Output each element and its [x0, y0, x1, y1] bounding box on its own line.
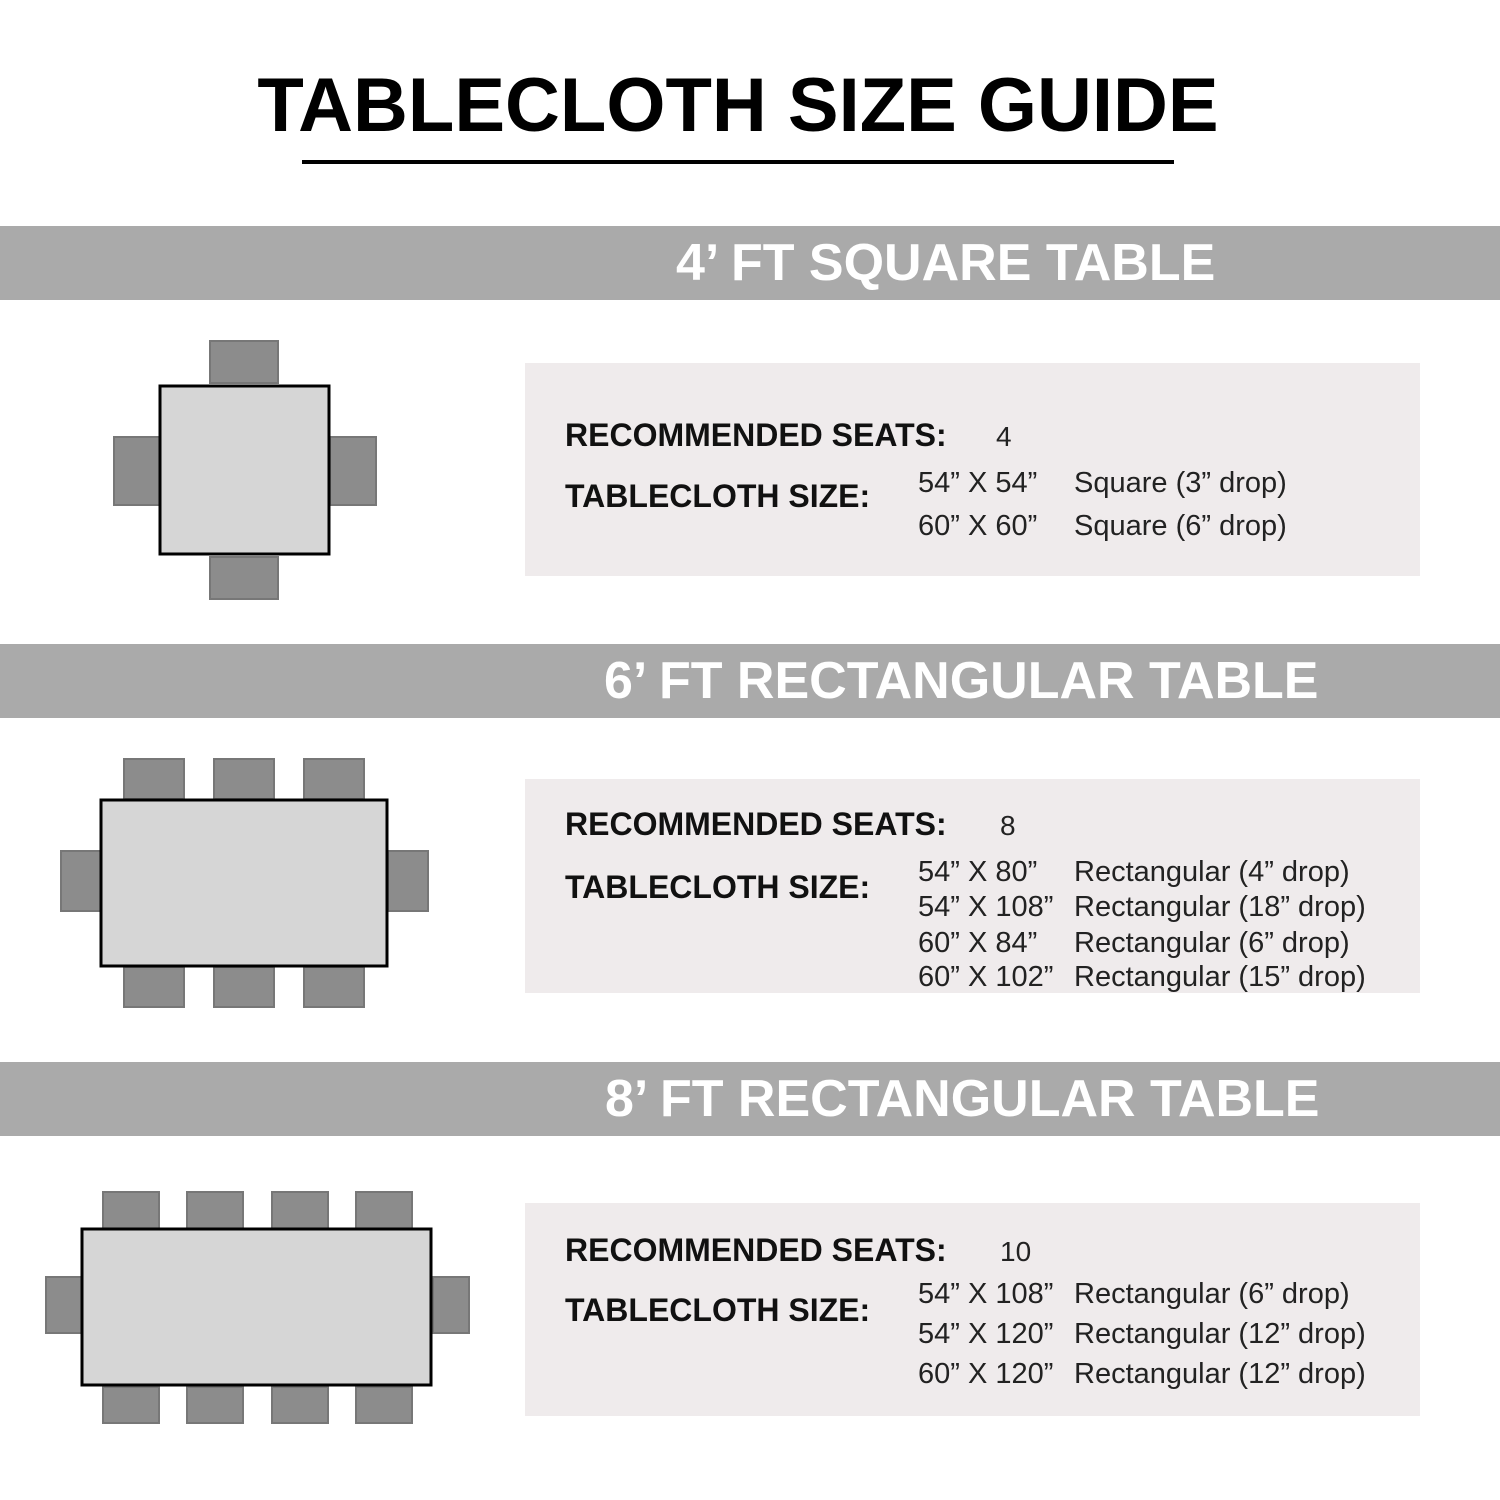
chair	[124, 967, 184, 1007]
chair	[210, 557, 278, 599]
seats-value: 8	[1000, 810, 1016, 841]
size-dimension: 54” X 80”	[918, 856, 1038, 888]
size-row	[918, 959, 1366, 995]
chair	[46, 1277, 82, 1333]
size-label: TABLECLOTH SIZE:	[565, 478, 871, 514]
chair	[388, 851, 428, 911]
size-dimension: 54” X 108”	[918, 891, 1054, 923]
chair	[356, 1387, 412, 1423]
size-description: Square (3” drop)	[1074, 467, 1287, 499]
chair	[356, 1192, 412, 1229]
info-panel-8ft	[525, 1203, 1420, 1416]
size-row	[918, 1356, 1366, 1392]
section-heading: 8’ FT RECTANGULAR TABLE	[605, 1070, 1320, 1128]
chair	[187, 1387, 243, 1423]
title-underline	[302, 160, 1174, 164]
chair	[103, 1387, 159, 1423]
size-description: Rectangular (6” drop)	[1074, 1278, 1350, 1310]
chair	[272, 1387, 328, 1423]
section-heading: 6’ FT RECTANGULAR TABLE	[604, 652, 1319, 710]
size-dimension: 60” X 120”	[918, 1358, 1054, 1390]
chair	[214, 967, 274, 1007]
size-description: Rectangular (15” drop)	[1074, 961, 1366, 993]
chair	[114, 437, 160, 505]
size-description: Rectangular (12” drop)	[1074, 1318, 1366, 1350]
size-row	[918, 465, 1287, 501]
size-dimension: 54” X 120”	[918, 1318, 1054, 1350]
seats-value: 4	[996, 421, 1012, 452]
size-dimension: 54” X 54”	[918, 467, 1038, 499]
size-row	[918, 889, 1366, 925]
chair	[210, 341, 278, 383]
size-dimension: 60” X 60”	[918, 510, 1038, 542]
rectangular-table-8-diagram	[50, 750, 440, 1018]
size-description: Rectangular (4” drop)	[1074, 856, 1350, 888]
seats-value: 10	[1000, 1236, 1032, 1267]
size-row	[918, 1276, 1350, 1312]
table-top	[82, 1229, 431, 1385]
size-description: Rectangular (12” drop)	[1074, 1358, 1366, 1390]
size-label: TABLECLOTH SIZE:	[565, 869, 871, 905]
page-title: TABLECLOTH SIZE GUIDE	[257, 63, 1219, 148]
chair	[214, 759, 274, 799]
chair	[272, 1192, 328, 1229]
section-heading: 4’ FT SQUARE TABLE	[676, 234, 1216, 292]
size-description: Rectangular (6” drop)	[1074, 927, 1350, 959]
size-dimension: 54” X 108”	[918, 1278, 1054, 1310]
size-row	[918, 1316, 1366, 1352]
section-header-6ft	[0, 644, 1500, 718]
table-top	[160, 386, 329, 554]
chair	[433, 1277, 469, 1333]
chair	[187, 1192, 243, 1229]
size-description: Rectangular (18” drop)	[1074, 891, 1366, 923]
chair	[330, 437, 376, 505]
size-row	[918, 925, 1350, 961]
seats-label: RECOMMENDED SEATS:	[565, 417, 947, 453]
section-header-square	[0, 226, 1500, 300]
info-panel-6ft	[525, 779, 1420, 993]
chair	[124, 759, 184, 799]
chair	[103, 1192, 159, 1229]
chair	[304, 967, 364, 1007]
size-row	[918, 854, 1350, 890]
seats-label: RECOMMENDED SEATS:	[565, 806, 947, 842]
seats-label: RECOMMENDED SEATS:	[565, 1232, 947, 1268]
size-description: Square (6” drop)	[1074, 510, 1287, 542]
table-top	[101, 800, 387, 966]
section-header-8ft	[0, 1062, 1500, 1136]
size-dimension: 60” X 102”	[918, 961, 1054, 993]
size-label: TABLECLOTH SIZE:	[565, 1292, 871, 1328]
size-dimension: 60” X 84”	[918, 927, 1038, 959]
rectangular-table-10-diagram	[40, 1185, 480, 1435]
info-panel-square	[525, 363, 1420, 576]
chair	[304, 759, 364, 799]
chair	[61, 851, 101, 911]
size-row	[918, 508, 1287, 544]
square-table-diagram	[100, 330, 400, 620]
